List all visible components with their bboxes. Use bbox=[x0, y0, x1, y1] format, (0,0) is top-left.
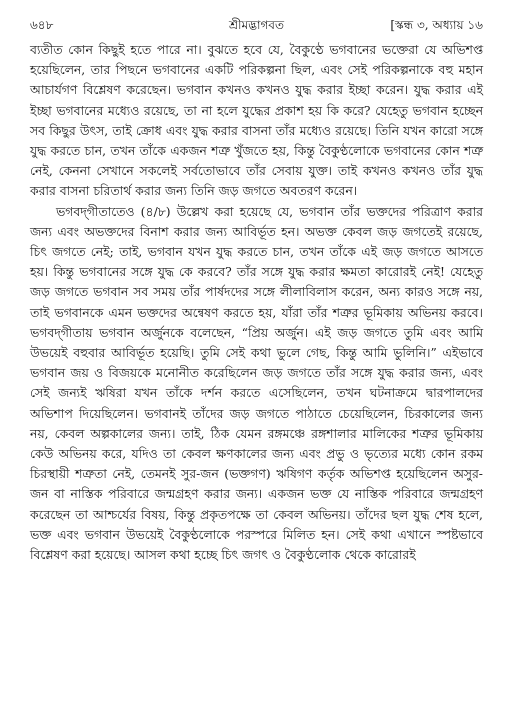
paragraph: ব্যতীত কোন কিছুই হতে পারে না। বুঝতে হবে যে, বৈকুণ্ঠে ভগবানের ভক্তেরা যে অভিশপ্ত হয়েছিলেন, তার পিছনে ভগবানের একটি পরিকল্পনা ছিল, এবং সেই পরিকল্পনাকে বহু মহান আচার্যগণ বিশ্লেষণ করেছেন। ভগবান কখনও কখনও যুদ্ধ করার ইচ্ছা করেন। যুদ্ধ করার এই ইচ্ছা ভগবানের মধ্যেও রয়েছে, তা না হলে যুদ্ধের প্রকাশ হয় কি করে? যেহেতু ভগবান হচ্ছেন সব কিছুর উৎস, তাই ক্রোধ এবং যুদ্ধ করার বাসনা তাঁর মধ্যেও রয়েছে। তিনি যখন কারো সঙ্গে যুদ্ধ করতে চান, তখন তাঁকে একজন শত্রু খুঁজতে হয়, কিন্তু বৈকুণ্ঠলোকে ভগবানের কোন শত্রু নেই, কেননা সেখানে সকলেই সর্বতোভাবে তাঁর সেবায় যুক্ত। তাই কখনও কখনও তাঁর যুদ্ধ করার বাসনা চরিতার্থ করার জন্য তিনি জড় জগতে অবতরণ করেন। bbox=[30, 43, 483, 199]
section-reference: [স্কন্ধ ৩, অধ্যায় ১৬ bbox=[390, 18, 483, 32]
page-header bbox=[30, 14, 483, 36]
page-body bbox=[30, 40, 483, 565]
book-title: শ্রীমদ্ভাগবত bbox=[228, 18, 284, 32]
paragraph: ভগবদ্‌গীতাতেও (৪/৮) উল্লেখ করা হয়েছে যে, ভগবান তাঁর ভক্তদের পরিত্রাণ করার জন্য এবং অভক্তদের বিনাশ করার জন্য আবির্ভূত হন। অভক্ত কেবল জড় জগতেই রয়েছে, চিৎ জগতে নেই; তাই, ভগবান যখন যুদ্ধ করতে চান, তখন তাঁকে এই জড় জগতে আসতে হয়। কিন্তু ভগবানের সঙ্গে যুদ্ধ কে করবে? তাঁর সঙ্গে যুদ্ধ করার ক্ষমতা কারোরই নেই! যেহেতু জড় জগতে ভগবান সব সময় তাঁর পার্ষদদের সঙ্গে লীলাবিলাস করেন, অন্য কারও সঙ্গে নয়, তাই ভগবানকে এমন ভক্তদের অন্বেষণ করতে হয়, যাঁরা তাঁর শত্রুর ভূমিকায় অভিনয় করবে। ভগবদ্‌গীতায় ভগবান অর্জুনকে বলেছেন, “প্রিয় অর্জুন। এই জড় জগতে তুমি এবং আমি উভয়েই বহুবার আবির্ভূত হয়েছি। তুমি সেই কথা ভুলে গেছ, কিন্তু আমি ভুলিনি।” এইভাবে ভগবান জয় ও বিজয়কে মনোনীত করেছিলেন জড় জগতে তাঁর সঙ্গে যুদ্ধ করার জন্য, এবং সেই জন্যই ঋষিরা যখন তাঁকে দর্শন করতে এসেছিলেন, তখন ঘটনাক্রমে দ্বারপালদের অভিশাপ দিয়েছিলেন। ভগবানই তাঁদের জড় জগতে পাঠাতে চেয়েছিলেন, চিরকালের জন্য নয়, কেবল অল্পকালের জন্য। তাই, ঠিক যেমন রঙ্গমঞ্চে রঙ্গশালার মালিকের শত্রুর ভূমিকায় কেউ অভিনয় করে, যদিও তা কেবল ক্ষণকালের জন্য এবং প্রভু ও ভৃত্যের মধ্যে কোন রকম চিরস্থায়ী শত্রুতা নেই, তেমনই সুর-জন (ভক্তগণ) ঋষিগণ কর্তৃক অভিশপ্ত হয়েছিলেন অসুর-জন বা নাস্তিক পরিবারে জন্মগ্রহণ করার জন্য। একজন ভক্ত যে নাস্তিক পরিবারে জন্মগ্রহণ করেছেন তা আশ্চর্যের বিষয়, কিন্তু প্রকৃতপক্ষে তা কেবল অভিনয়। তাঁদের ছল যুদ্ধ শেষ হলে, ভক্ত এবং ভগবান উভয়েই বৈকুণ্ঠলোকে পরস্পরে মিলিত হন। সেই কথা এখানে স্পষ্টভাবে বিশ্লেষণ করা হয়েছে। আসল কথা হচ্ছে চিৎ জগৎ ও বৈকুণ্ঠলোক থেকে কারোরই bbox=[30, 204, 483, 563]
page-number: ৬৪৮ bbox=[30, 18, 54, 32]
